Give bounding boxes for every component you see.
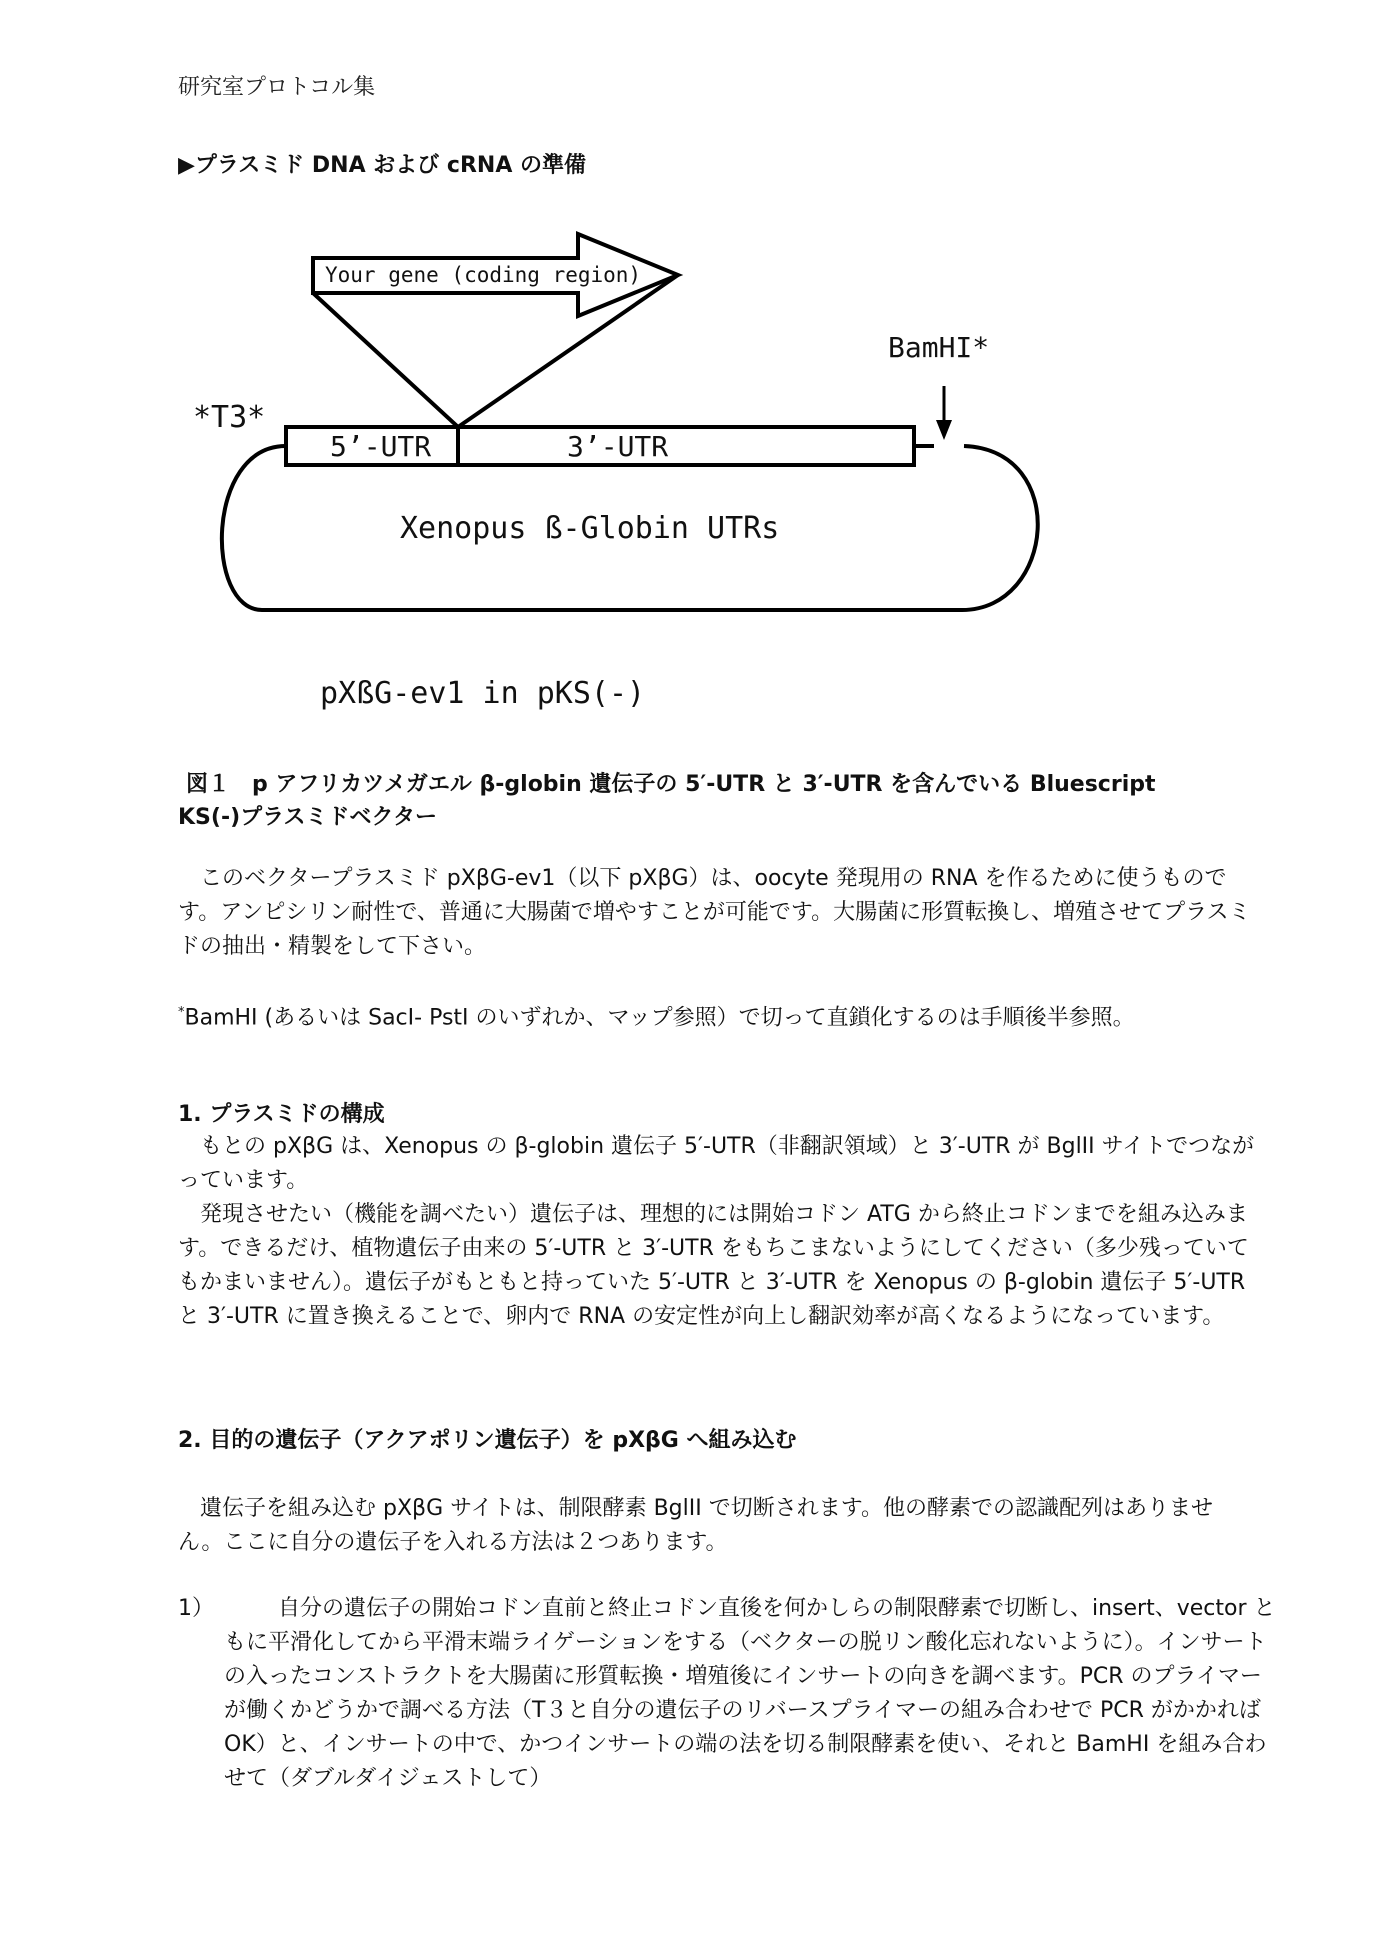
section-title: ▶プラスミド DNA および cRNA の準備 (178, 153, 587, 178)
section2-title: 2. 目的の遺伝子（アクアポリン遺伝子）を pXβG へ組み込む (178, 1428, 797, 1453)
t3-label: *T3* (193, 400, 266, 435)
figure-caption-line1: 図１ p アフリカツメガエル β-globin 遺伝子の 5′-UTR と 3′-UTR を含んでいる Bluescript (186, 772, 1156, 797)
section1-title: 1. プラスミドの構成 (178, 1102, 385, 1127)
footnote (178, 996, 1258, 1035)
list-item-text: 自分の遺伝子の開始コドン直前と終止コドン直後を何かしらの制限酵素で切断し、insert、vector ともに平滑化してから平滑末端ライゲーションをする（ベクターの脱リン酸化忘れないように）。インサートの入ったコンストラクトを大腸菌に形質転換・増殖後にインサートの向きを調べます。PCR のプライマーが働くかどうかで調べる方法（T３と自分の遺伝子のリバースプライマーの組み合わせで PCR がかかれば OK）と、インサートの中で、かつインサートの端の法を切る制限酵素を使い、それと BamHI を組み合わせて（ダブルダイジェストして） (224, 1596, 1276, 1791)
section2-para1: 遺伝子を組み込む pXβG サイトは、制限酵素 BglII で切断されます。他の酵素での認識配列はありません。ここに自分の遺伝子を入れる方法は２つあります。 (178, 1496, 1213, 1555)
footnote-mark: * (178, 1005, 185, 1020)
figure-caption (178, 768, 1258, 834)
utr3-label: 3’-UTR (567, 430, 669, 463)
bamhi-arrowhead (936, 420, 952, 440)
footnote-text: BamHI (あるいは SacI- PstI のいずれか、マップ参照）で切って直鎖化するのは手順後半参照。 (184, 1005, 1135, 1031)
list-item (178, 1592, 1278, 1796)
plasmid-diagram (0, 0, 1376, 740)
bamhi-label: BamHI* (888, 331, 990, 364)
figure-caption-line2: KS(-)プラスミドベクター (178, 805, 438, 830)
center-label: Xenopus ß-Globin UTRs (400, 511, 780, 546)
section1-para2: 発現させたい（機能を調べたい）遺伝子は、理想的には開始コドン ATG から終止コドンまでを組み込みます。できるだけ、植物遺伝子由来の 5′-UTR と 3′-UTR をもちこまないようにしてください（多少残っていてもかまいません）。遺伝子がもともと持っていた 5′-UTR と 3′-UTR を Xenopus の β-globin 遺伝子 5′-UTR と 3′-UTR に置き換えることで、卵内で RNA の安定性が向上し翻訳効率が高くなるようになっています。 (178, 1202, 1249, 1329)
list-item-number: 1） (178, 1596, 214, 1621)
gene-arrow-label: Your gene (coding region) (325, 263, 642, 287)
section1-para1: もとの pXβG は、Xenopus の β-globin 遺伝子 5′-UTR（非翻訳領域）と 3′-UTR が BglII サイトでつながっています。 (178, 1134, 1255, 1193)
plasmid-name: pXßG-ev1 in pKS(-) (320, 676, 646, 711)
utr5-label: 5’-UTR (330, 430, 432, 463)
document-header: 研究室プロトコル集 (178, 75, 376, 100)
intro-paragraph: このベクタープラスミド pXβG-ev1（以下 pXβG）は、oocyte 発現用の RNA を作るために使うものです。アンピシリン耐性で、普通に大腸菌で増やすことが可能です。大腸菌に形質転換し、増殖させてプラスミドの抽出・精製をして下さい。 (178, 866, 1251, 959)
